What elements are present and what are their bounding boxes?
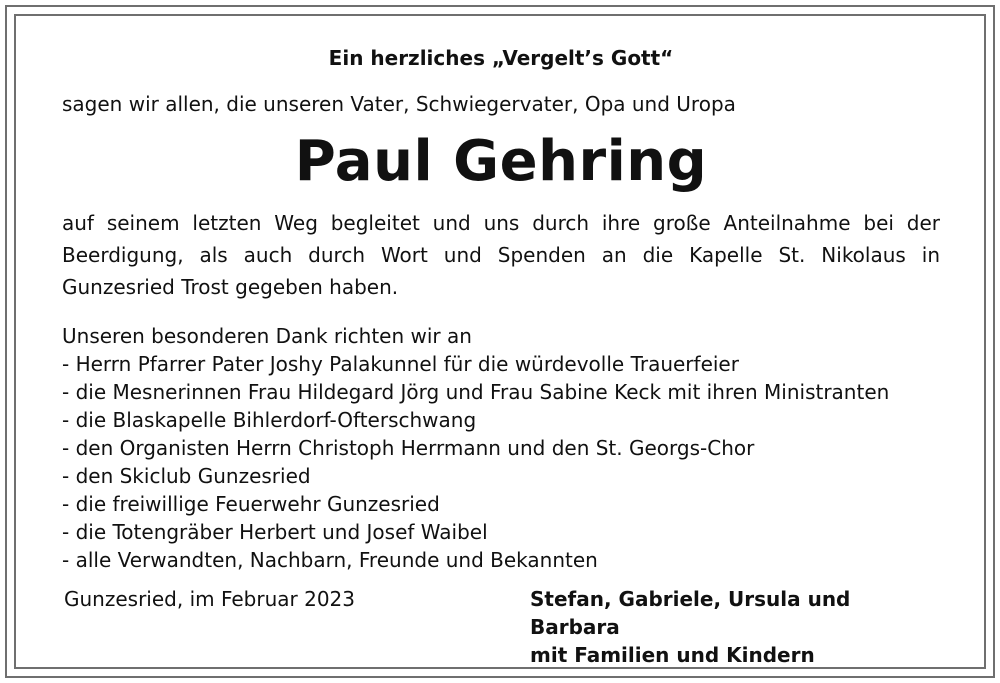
deceased-name: Paul Gehring: [294, 129, 708, 194]
thanks-list-heading: Unseren besonderen Dank richten wir an: [62, 324, 472, 348]
intro-text: sagen wir allen, die unseren Vater, Schwiegervater, Opa und Uropa: [62, 92, 736, 116]
signature-line-families: mit Familien und Kindern: [530, 643, 815, 667]
notice-content: [62, 44, 940, 574]
notice-footer: [62, 585, 940, 667]
body-text: auf seinem letzten Weg begleitet und uns durch ihre große Anteilnahme bei der Beerdigung, als auch durch Wort und Spenden an die Kapelle St. Nikolaus in Gunzesried Trost gegeben haben.: [62, 211, 940, 299]
thanks-list-item: - die Mesnerinnen Frau Hildegard Jörg und Frau Sabine Keck mit ihren Ministranten: [62, 380, 890, 404]
thanks-list-item: - den Skiclub Gunzesried: [62, 464, 311, 488]
thanks-list-item: - alle Verwandten, Nachbarn, Freunde und Bekannten: [62, 548, 598, 572]
thanks-list-item: - den Organisten Herrn Christoph Herrmann und den St. Georgs-Chor: [62, 436, 755, 460]
thanks-header: Ein herzliches „Vergelt’s Gott“: [328, 46, 674, 70]
thanks-list-item: - Herrn Pfarrer Pater Joshy Palakunnel für die würdevolle Trauerfeier: [62, 352, 739, 376]
thanks-list: [62, 350, 940, 574]
signature: [530, 585, 940, 669]
thanks-list-item: - die Totengräber Herbert und Josef Waibel: [62, 520, 488, 544]
place-date: Gunzesried, im Februar 2023: [64, 587, 356, 611]
signature-line-names: Stefan, Gabriele, Ursula und Barbara: [530, 587, 851, 639]
thanks-list-item: - die freiwillige Feuerwehr Gunzesried: [62, 492, 440, 516]
thanks-list-item: - die Blaskapelle Bihlerdorf-Ofterschwang: [62, 408, 477, 432]
